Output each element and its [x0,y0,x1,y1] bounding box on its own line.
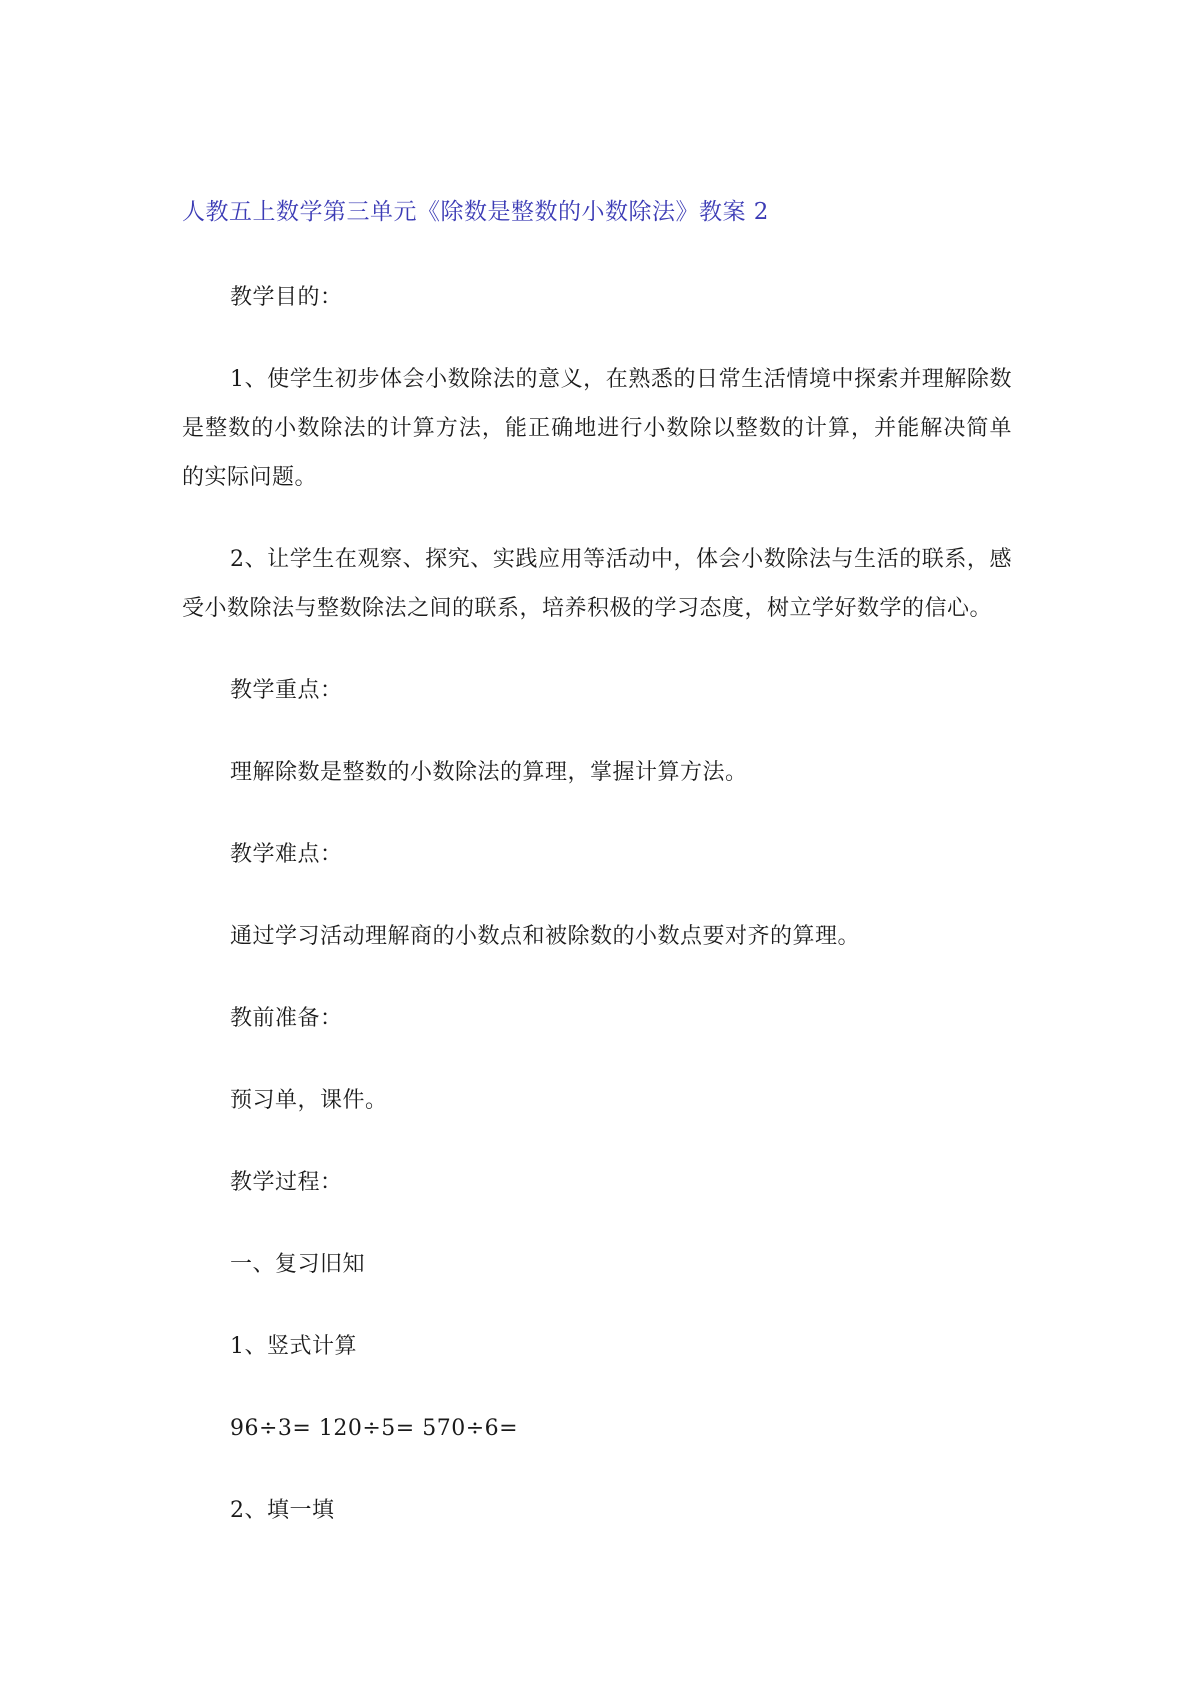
objective-paragraph-2: 2、让学生在观察、探究、实践应用等活动中，体会小数除法与生活的联系，感受小数除法与整数除法之间的联系，培养积极的学习态度，树立学好数学的信心。 [182,547,1012,621]
document-title: 人教五上数学第三单元《除数是整数的小数除法》教案 2 [182,199,769,225]
item-fill-in: 2、填一填 [230,1498,335,1523]
preparation-text: 预习单，课件。 [230,1088,388,1113]
section-review: 一、复习旧知 [230,1252,366,1277]
heading-teaching-objectives: 教学目的： [230,285,343,310]
objective-paragraph-1: 1、使学生初步体会小数除法的意义，在熟悉的日常生活情境中探索并理解除数是整数的小数除法的计算方法，能正确地进行小数除以整数的计算，并能解决简单的实际问题。 [182,367,1012,490]
heading-process: 教学过程： [230,1170,343,1195]
heading-difficulties: 教学难点： [230,842,343,867]
calculation-exercises: 96÷3= 120÷5= 570÷6= [230,1416,519,1441]
item-vertical-calculation: 1、竖式计算 [230,1334,357,1359]
heading-key-points: 教学重点： [230,678,343,703]
difficulties-text: 通过学习活动理解商的小数点和被除数的小数点要对齐的算理。 [230,924,861,949]
document-content [182,195,1012,1535]
key-points-text: 理解除数是整数的小数除法的算理，掌握计算方法。 [230,760,748,785]
heading-preparation: 教前准备： [230,1006,343,1031]
